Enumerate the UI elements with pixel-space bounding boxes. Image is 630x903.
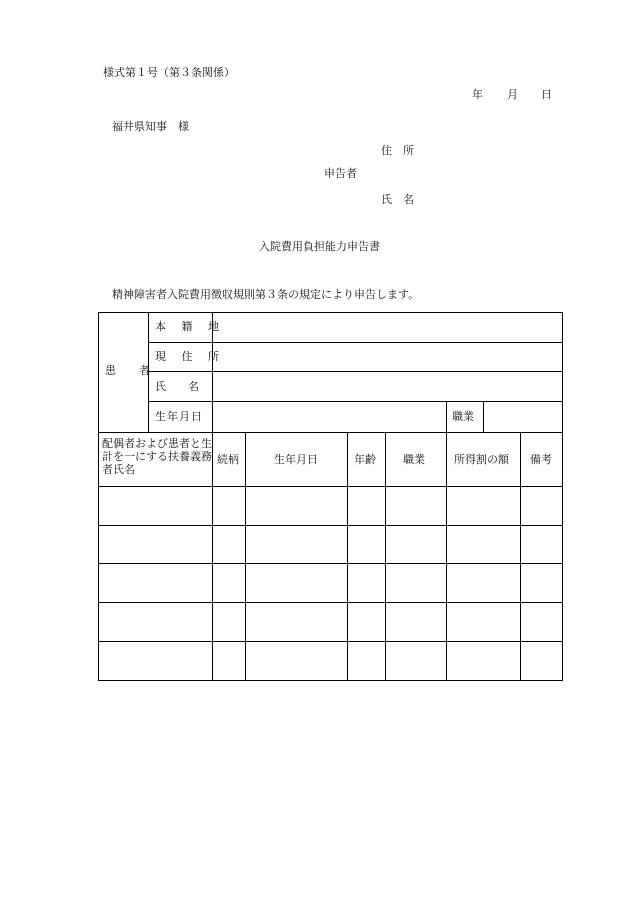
- family-row-4[interactable]: [99, 603, 562, 641]
- family-row-5[interactable]: [99, 642, 562, 680]
- col-occupation: 職業: [403, 453, 425, 466]
- col-divider: [446, 401, 447, 432]
- current-address-field[interactable]: [213, 343, 562, 371]
- birth-date-field[interactable]: [213, 402, 446, 432]
- patient-name-label: 氏 名: [155, 380, 199, 393]
- date-line: [0, 88, 630, 102]
- domicile-label: 本 籍 地: [155, 320, 225, 333]
- addressee: 福井県知事 様: [112, 120, 189, 133]
- domicile-field[interactable]: [213, 313, 562, 342]
- family-row-2[interactable]: [99, 526, 562, 563]
- applicant-label: 申告者: [324, 167, 357, 180]
- row-divider: [98, 432, 563, 433]
- col-age: 年齢: [354, 453, 376, 466]
- document-title: 入院費用負担能力申告書: [259, 240, 380, 253]
- applicant-address-label: 住 所: [381, 144, 414, 157]
- table-right-border: [562, 312, 563, 681]
- current-address-label: 現 住 所: [155, 350, 225, 363]
- occupation-label: 職業: [452, 410, 474, 423]
- occupation-field[interactable]: [484, 402, 562, 432]
- family-row-3[interactable]: [99, 564, 562, 602]
- family-row-1[interactable]: [99, 487, 562, 525]
- col-relationship: 続柄: [217, 453, 239, 466]
- form-number: 様式第１号（第３条関係）: [103, 66, 235, 79]
- table-bottom-border: [98, 680, 563, 681]
- patient-label: 患 者: [105, 364, 156, 377]
- date-month-label: 月: [507, 88, 518, 101]
- birth-date-label: 生年月日: [155, 410, 203, 423]
- date-day-label: 日: [541, 88, 552, 101]
- family-header-label: 配偶者および患者と生計を一にする扶養義務者氏名: [102, 437, 212, 476]
- col-income-tax: 所得割の額: [454, 453, 509, 466]
- col-remarks: 備考: [530, 453, 552, 466]
- statement: 精神障害者入院費用徴収規則第３条の規定により申告します。: [112, 288, 420, 301]
- patient-name-field[interactable]: [213, 372, 562, 401]
- date-year-label: 年: [472, 88, 483, 101]
- col-birth-date: 生年月日: [274, 453, 318, 466]
- applicant-name-label: 氏 名: [381, 193, 414, 206]
